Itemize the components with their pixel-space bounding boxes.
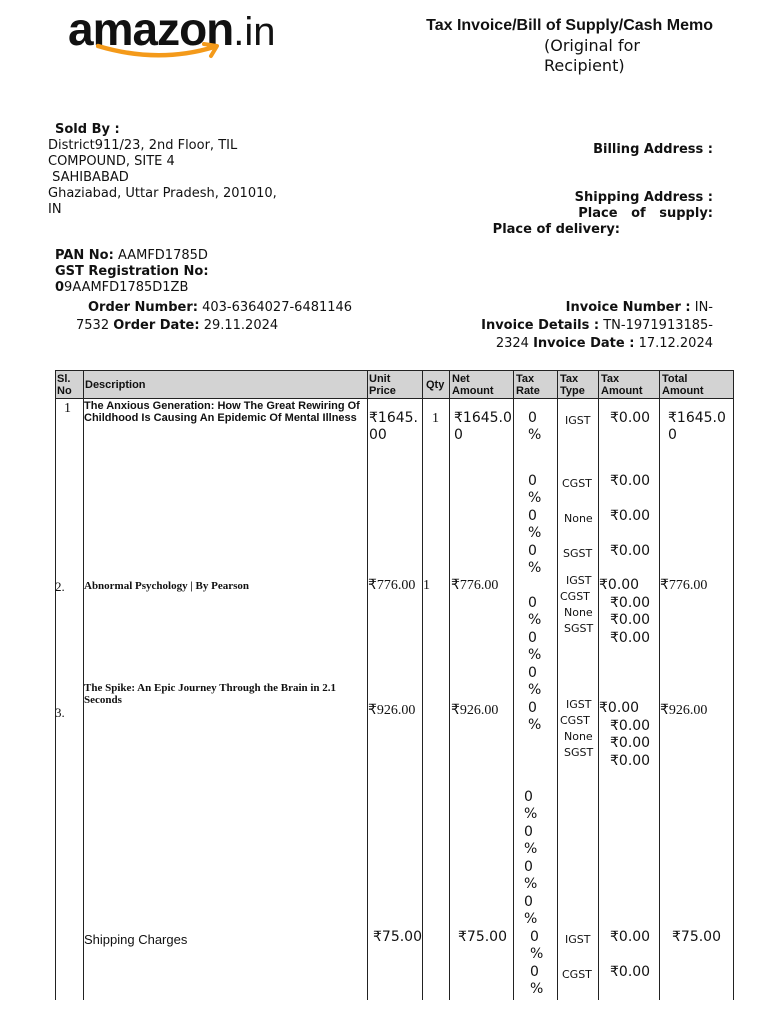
header-net-amount: Net Amount [452,373,494,397]
logo-wordmark: amazon [68,3,234,55]
row-description: Abnormal Psychology | By Pearson [84,580,249,592]
row-tax-type: SGST [563,547,593,560]
seller-address-line: District911/23, 2nd Floor, TIL [48,138,238,153]
header-total-amount: Total Amount [662,373,704,397]
seller-address-line: COMPOUND, SITE 4 [48,154,175,169]
invoice-title: Tax Invoice/Bill of Supply/Cash Memo [426,17,713,34]
row-tax-amount: ₹0.00 [610,964,651,980]
row-net-amount: ₹1645.0 0 [454,410,512,443]
seller-address-line: Ghaziabad, Uttar Pradesh, 201010, [48,186,277,201]
row-tax-rate: 0 % [528,630,542,663]
sold-by-label: Sold By : [55,122,120,137]
invoice-details-label: Invoice Details : [481,318,600,333]
order-number-cont: 7532 [76,318,110,333]
row-unit-price: ₹776.00 [368,578,416,593]
row-sl: 2. [55,579,65,594]
row-unit-price: ₹926.00 [368,703,416,718]
row-tax-types: IGST CGST None SGST [560,574,594,635]
row-tax-rate: 0 % [530,929,544,962]
gst-value: 9AAMFD1785D1ZB [64,280,189,295]
table-border [598,370,599,1000]
seller-address [48,138,277,218]
amazon-logo [68,2,276,56]
invoice-details-cont: 2324 [495,336,529,351]
row-qty: 1 [432,411,439,426]
row-tax-rate: 0 % [528,700,542,733]
table-border [55,370,56,1000]
invoice-date-value: 17.12.2024 [638,336,713,351]
subtitle-line-1: (Original for [544,36,640,55]
shipping-address-label: Shipping Address : [574,190,713,205]
row-tax-rate: 0 % [530,964,544,997]
order-number [88,300,352,315]
place-of-delivery-label: Place of delivery: [492,222,620,237]
row-tax-type: CGST [562,477,592,490]
invoice-subtitle [544,36,640,76]
invoice-date [496,336,713,351]
header-tax-amount: Tax Amount [601,373,643,397]
order-date-value: 29.11.2024 [203,318,279,333]
order-number-label: Order Number: [88,300,198,315]
row-sl: 3. [55,705,65,720]
row-tax-rate: 0 % [528,595,542,628]
pan-label: PAN No: [55,248,114,263]
row-unit-price: ₹1645. 00 [369,410,418,443]
row-tax-amounts: ₹0.00 ₹0.00 ₹0.00 ₹0.00 [599,577,651,646]
row-tax-type: CGST [562,968,592,981]
gst-prefix: 0 [55,280,65,295]
order-date-label: Order Date: [113,318,200,333]
table-border [449,370,450,1000]
row-tax-rate: 0 % [528,508,542,541]
header-unit-price: Unit Price [369,373,396,397]
row-tax-rate: 0 % [524,789,538,822]
row-tax-rate: 0 % [528,473,542,506]
row-tax-amount: ₹0.00 [610,473,651,489]
invoice-number-value: IN- [694,300,713,315]
row-tax-type: IGST [565,414,591,427]
table-border [422,370,423,1000]
header-qty: Qty [426,379,445,391]
row-tax-rate: 0 % [524,824,538,857]
invoice-number [566,300,713,315]
header-sl: Sl. No [57,373,72,397]
header-tax-type: Tax Type [560,373,585,397]
invoice-number-label: Invoice Number : [565,300,691,315]
row-description: Shipping Charges [84,932,188,947]
row-tax-type: IGST [565,933,591,946]
row-total-amount: ₹1645.0 0 [668,410,726,443]
order-date [76,318,278,333]
billing-address-label: Billing Address : [593,142,713,157]
table-border [55,370,734,371]
row-description: The Spike: An Epic Journey Through the Brain in 2.1 Seconds [84,682,337,706]
order-number-value: 403-6364027-6481146 [202,300,353,315]
row-net-amount: ₹75.00 [458,929,507,945]
row-tax-rate: 0 % [524,859,538,892]
row-tax-rate: 0 % [528,410,542,443]
row-net-amount: ₹926.00 [451,703,499,718]
logo-tld: .in [233,10,276,54]
table-border [733,370,734,1000]
table-border [55,398,734,399]
row-total-amount: ₹776.00 [660,578,708,593]
tax-ids [55,248,209,296]
gst-label: GST Registration No: [55,264,209,279]
row-sl: 1 [64,401,71,416]
row-total-amount: ₹75.00 [672,929,721,945]
row-tax-amounts: ₹0.00 ₹0.00 ₹0.00 ₹0.00 [599,700,651,769]
smile-arrow-icon [96,42,226,60]
table-border [367,370,368,1000]
subtitle-line-2: Recipient) [544,56,625,75]
invoice-details [481,318,713,333]
seller-address-line: SAHIBABAD [48,170,129,185]
row-description: The Anxious Generation: How The Great Rewiring Of Childhood Is Causing An Epidemic Of Mental Illness [84,400,360,424]
row-tax-amount: ₹0.00 [610,543,651,559]
row-tax-amount: ₹0.00 [610,508,651,524]
seller-address-line: IN [48,202,62,217]
row-tax-amount: ₹0.00 [610,410,651,426]
row-net-amount: ₹776.00 [451,578,499,593]
place-of-supply-label: Place of supply: [578,206,713,221]
row-tax-rate: 0 % [528,543,542,576]
header-tax-rate: Tax Rate [516,373,540,397]
table-border [513,370,514,1000]
table-border [659,370,660,1000]
row-tax-types: IGST CGST None SGST [560,698,594,759]
row-total-amount: ₹926.00 [660,703,708,718]
row-tax-type: None [564,512,593,525]
row-tax-rate: 0 % [528,665,542,698]
header-description: Description [85,379,146,391]
row-qty: 1 [423,578,430,593]
row-unit-price: ₹75.00 [373,929,422,945]
row-tax-rate: 0 % [524,894,538,927]
invoice-details-value: TN-1971913185- [603,318,713,333]
table-border [557,370,558,1000]
pan-value: AAMFD1785D [117,248,208,263]
invoice-date-label: Invoice Date : [533,336,635,351]
row-tax-amount: ₹0.00 [610,929,651,945]
